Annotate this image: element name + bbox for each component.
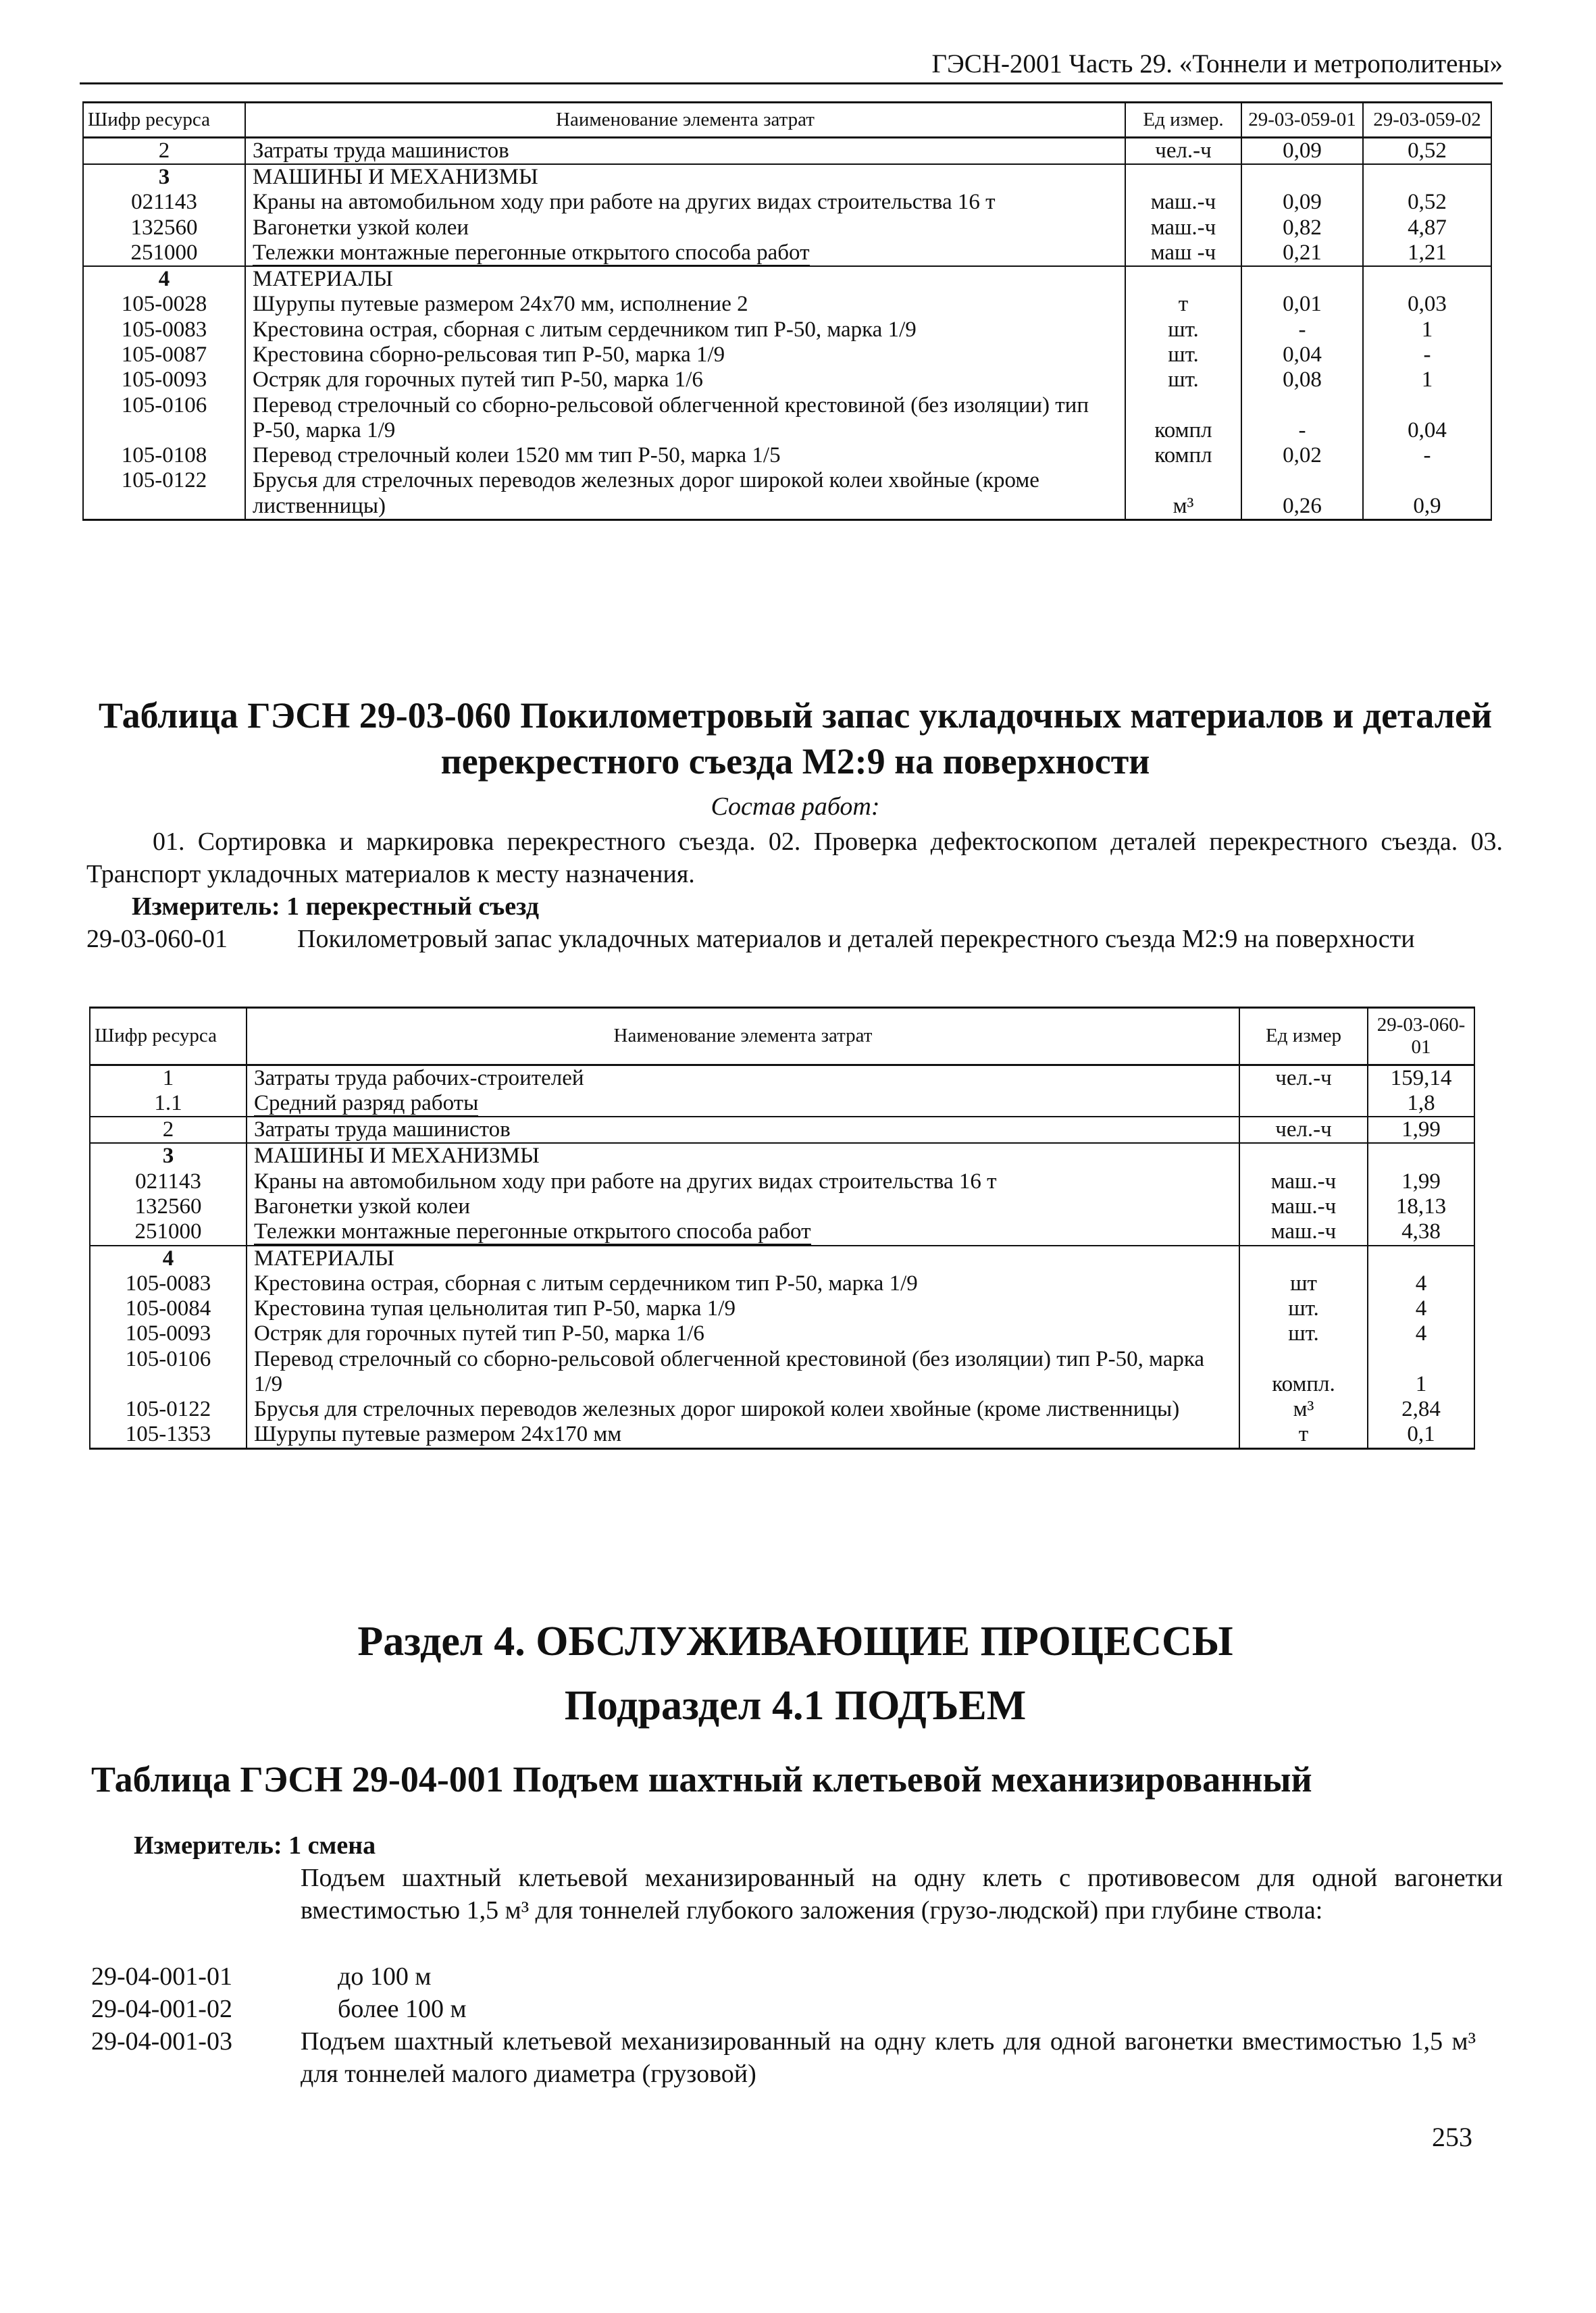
cell-value-1: 4: [1368, 1296, 1474, 1321]
column-header-unit: Ед измер.: [1125, 103, 1241, 138]
cell-name-text: Крестовина тупая цельнолитая тип Р-50, марка 1/9: [254, 1296, 736, 1321]
column-header-name: Наименование элемента затрат: [247, 1008, 1239, 1065]
column-header-value-1: 29-03-059-01: [1241, 103, 1363, 138]
cell-code: 4: [83, 266, 245, 292]
cell-name-text: Затраты труда машинистов: [253, 138, 509, 163]
cell-name: [247, 1296, 1239, 1321]
cell-value-2: 0,03: [1363, 292, 1491, 317]
cell-name-text: Краны на автомобильном ходу при работе на других видах строительства 16 т: [254, 1169, 997, 1194]
cell-name-text: Шурупы путевые размером 24х170 мм: [254, 1422, 622, 1447]
resource-table-29-03-059: [82, 101, 1492, 521]
table-row: [83, 393, 1491, 444]
column-header-code: Шифр ресурса: [90, 1008, 247, 1065]
cell-name: [247, 1397, 1239, 1422]
cell-name-text: МАТЕРИАЛЫ: [254, 1246, 394, 1271]
cell-name-text: Крестовина острая, сборная с литым сердечником тип Р-50, марка 1/9: [253, 317, 917, 342]
table-row: [90, 1422, 1474, 1448]
cell-value-2: 0,52: [1363, 137, 1491, 164]
cell-name-text: Перевод стрелочный колеи 1520 мм тип Р-50, марка 1/5: [253, 443, 781, 468]
cell-unit: маш.-ч: [1239, 1219, 1368, 1245]
cell-value-1: 4: [1368, 1321, 1474, 1346]
table-row: [90, 1194, 1474, 1219]
cell-name: [245, 317, 1125, 342]
column-header-unit: Ед измер: [1239, 1008, 1368, 1065]
cell-unit: маш.-ч: [1125, 190, 1241, 215]
cell-unit: шт.: [1125, 367, 1241, 392]
cell-code: 105-0106: [83, 393, 245, 444]
cell-value-1: 0,82: [1241, 215, 1363, 240]
cell-name-text: МАТЕРИАЛЫ: [253, 267, 393, 292]
table-row: [83, 137, 1491, 164]
cell-name: [245, 164, 1125, 190]
column-header-name: Наименование элемента затрат: [245, 103, 1125, 138]
meter-label: Измеритель:: [134, 1831, 282, 1860]
cell-value-1: 1,99: [1368, 1117, 1474, 1143]
table-row: [90, 1091, 1474, 1117]
cell-name: [245, 190, 1125, 215]
cell-unit: [1239, 1143, 1368, 1169]
cell-name: [247, 1321, 1239, 1346]
cell-value-2: 0,04: [1363, 393, 1491, 444]
meter-label: Измеритель:: [132, 892, 280, 921]
cell-name: [247, 1246, 1239, 1271]
cell-code: 105-0084: [90, 1296, 247, 1321]
cell-unit: маш.-ч: [1239, 1194, 1368, 1219]
cell-name: [245, 137, 1125, 164]
cell-unit: компл: [1125, 443, 1241, 468]
cell-name-text: Крестовина острая, сборная с литым сердечником тип Р-50, марка 1/9: [254, 1271, 918, 1296]
column-header-code: Шифр ресурса: [83, 103, 245, 138]
list-item-text: Подъем шахтный клетьевой механизированный на одну клеть для одной вагонетки вместимостью 1,5 м³ для тоннелей малого диаметра (грузовой): [301, 2027, 1476, 2088]
cell-code: 105-0106: [90, 1347, 247, 1398]
cell-value-1: 0,02: [1241, 443, 1363, 468]
cell-value-2: 1: [1363, 367, 1491, 392]
table-row: [83, 292, 1491, 317]
cell-value-1: [1368, 1246, 1474, 1271]
cell-name: [245, 468, 1125, 519]
cell-code: 105-0083: [90, 1271, 247, 1296]
cell-unit: чел.-ч: [1239, 1117, 1368, 1143]
cell-value-2: [1363, 266, 1491, 292]
cell-unit: т: [1125, 292, 1241, 317]
cell-unit: [1239, 1091, 1368, 1117]
cell-name-text: Брусья для стрелочных переводов железных дорог широкой колеи хвойные (кроме лиственницы): [253, 468, 1039, 518]
cell-name: [247, 1065, 1239, 1091]
column-header-value-1: 29-03-060-01: [1368, 1008, 1474, 1065]
cell-code: 4: [90, 1246, 247, 1271]
work-composition-heading: Состав работ:: [711, 792, 880, 821]
list-item-text: более 100 м: [338, 1995, 467, 2023]
cell-value-2: 4,87: [1363, 215, 1491, 240]
cell-name-text: МАШИНЫ И МЕХАНИЗМЫ: [254, 1144, 540, 1169]
cell-unit: компл.: [1239, 1347, 1368, 1398]
cell-value-1: 0,09: [1241, 137, 1363, 164]
cell-code: 3: [90, 1143, 247, 1169]
cell-name: [247, 1091, 1239, 1117]
cell-value-1: 0,01: [1241, 292, 1363, 317]
table-row: [83, 468, 1491, 519]
cell-code: 1: [90, 1065, 247, 1091]
table-row: [90, 1347, 1474, 1398]
cell-value-2: 1: [1363, 317, 1491, 342]
cell-value-1: 0,04: [1241, 342, 1363, 367]
cell-name-text: Затраты труда машинистов: [254, 1117, 511, 1142]
table-title-29-04-001: Таблица ГЭСН 29-04-001 Подъем шахтный клетьевой механизированный: [91, 1759, 1312, 1800]
cell-unit: чел.-ч: [1125, 137, 1241, 164]
cell-value-1: 4,38: [1368, 1219, 1474, 1245]
table-row: [83, 164, 1491, 190]
cell-unit: чел.-ч: [1239, 1065, 1368, 1091]
cell-value-1: 4: [1368, 1271, 1474, 1296]
cell-name: [245, 240, 1125, 266]
cell-name: [245, 292, 1125, 317]
cell-unit: [1239, 1246, 1368, 1271]
table-row: [90, 1065, 1474, 1091]
table-row: [90, 1296, 1474, 1321]
cell-unit: м³: [1239, 1397, 1368, 1422]
list-item-code: 29-04-001-01: [91, 1962, 232, 1991]
cell-name: [247, 1143, 1239, 1169]
cell-code: 251000: [90, 1219, 247, 1245]
list-item-text: до 100 м: [338, 1962, 432, 1991]
section-title: Раздел 4. ОБСЛУЖИВАЮЩИЕ ПРОЦЕССЫ: [357, 1619, 1233, 1664]
cell-value-1: 1,8: [1368, 1091, 1474, 1117]
table-row: [90, 1219, 1474, 1245]
cell-value-1: [1241, 266, 1363, 292]
subsection-title: Подраздел 4.1 ПОДЪЕМ: [564, 1683, 1027, 1729]
cell-code: 2: [90, 1117, 247, 1143]
cell-unit: шт.: [1125, 317, 1241, 342]
cell-value-1: 18,13: [1368, 1194, 1474, 1219]
meter-value: 1 смена: [288, 1831, 376, 1860]
cell-code: 251000: [83, 240, 245, 266]
cell-name: [245, 367, 1125, 392]
table-row: [90, 1397, 1474, 1422]
cell-value-1: [1241, 164, 1363, 190]
cell-name-text: Остряк для горочных путей тип Р-50, марка 1/6: [254, 1321, 704, 1346]
cell-unit: шт.: [1239, 1296, 1368, 1321]
cell-name: [247, 1347, 1239, 1398]
cell-name: [247, 1194, 1239, 1219]
cell-name-text: Вагонетки узкой колеи: [253, 215, 469, 240]
cell-unit: т: [1239, 1422, 1368, 1448]
cell-name-text: Остряк для горочных путей тип Р-50, марка 1/6: [253, 367, 703, 392]
cell-name: [245, 215, 1125, 240]
table-body: [90, 1065, 1474, 1448]
cell-code: 132560: [83, 215, 245, 240]
cell-unit: маш.-ч: [1125, 215, 1241, 240]
cell-value-2: 0,9: [1363, 468, 1491, 519]
cell-unit: маш -ч: [1125, 240, 1241, 266]
table-row: [90, 1321, 1474, 1346]
cell-name-text: Вагонетки узкой колеи: [254, 1194, 471, 1219]
cell-code: 105-0087: [83, 342, 245, 367]
meter-value: 1 перекрестный съезд: [286, 892, 539, 921]
cell-code: 2: [83, 137, 245, 164]
cell-name: [245, 393, 1125, 444]
resource-table-29-03-060: [89, 1007, 1475, 1450]
section4-intro: Подъем шахтный клетьевой механизированный на одну клеть с противовесом для одной вагонетки вместимостью 1,5 м³ для тоннелей глубокого заложения (грузо-людской) при глубине ствола:: [301, 1864, 1503, 1925]
table-row: [83, 266, 1491, 292]
meter-line-section4: [134, 1829, 376, 1862]
cell-value-2: 1,21: [1363, 240, 1491, 266]
cell-code: 105-0122: [90, 1397, 247, 1422]
cell-name: [247, 1219, 1239, 1245]
cell-value-1: [1368, 1143, 1474, 1169]
cell-value-1: 159,14: [1368, 1065, 1474, 1091]
cell-unit: шт: [1239, 1271, 1368, 1296]
cell-value-1: 0,26: [1241, 468, 1363, 519]
cell-code: 105-0093: [83, 367, 245, 392]
cell-code: 105-1353: [90, 1422, 247, 1448]
cell-name-text: Тележки монтажные перегонные открытого способа работ: [253, 240, 810, 265]
cell-name-text: Шурупы путевые размером 24х70 мм, исполнение 2: [253, 292, 748, 317]
cell-value-2: 0,52: [1363, 190, 1491, 215]
cell-value-1: 1,99: [1368, 1169, 1474, 1194]
cell-value-1: 0,1: [1368, 1422, 1474, 1448]
cell-code: 132560: [90, 1194, 247, 1219]
cell-value-1: 0,08: [1241, 367, 1363, 392]
table-title-29-03-060: Таблица ГЭСН 29-03-060 Покилометровый запас укладочных материалов и деталей перекрестного съезда М2:9 на поверхности: [98, 695, 1493, 782]
cell-name: [247, 1422, 1239, 1448]
cell-unit: [1125, 266, 1241, 292]
cell-value-2: -: [1363, 342, 1491, 367]
table-body: [83, 137, 1491, 519]
cell-unit: шт.: [1125, 342, 1241, 367]
cell-value-1: 0,21: [1241, 240, 1363, 266]
item-code: 29-03-060-01: [86, 925, 228, 953]
work-composition-text: 01. Сортировка и маркировка перекрестного съезда. 02. Проверка дефектоскопом деталей перекрестного съезда. 03. Транспорт укладочных материалов к месту назначения.: [86, 828, 1503, 888]
cell-value-1: 1: [1368, 1347, 1474, 1398]
table-row: [90, 1246, 1474, 1271]
table-row: [83, 443, 1491, 468]
cell-name-text: Крестовина сборно-рельсовая тип Р-50, марка 1/9: [253, 342, 725, 367]
cell-name-text: Тележки монтажные перегонные открытого способа работ: [254, 1219, 811, 1244]
cell-value-1: -: [1241, 393, 1363, 444]
cell-name: [245, 443, 1125, 468]
list-item-code: 29-04-001-03: [91, 2027, 232, 2056]
cell-code: 1.1: [90, 1091, 247, 1117]
meter-line: [132, 890, 539, 923]
cell-name-text: Затраты труда рабочих-строителей: [254, 1065, 584, 1090]
cell-unit: компл: [1125, 393, 1241, 444]
cell-name-text: Перевод стрелочный со сборно-рельсовой облегченной крестовиной (без изоляции) тип Р-50, марка 1/9: [253, 392, 1089, 442]
table-row: [83, 240, 1491, 266]
list-item-code: 29-04-001-02: [91, 1995, 232, 2023]
cell-name: [245, 342, 1125, 367]
cell-unit: шт.: [1239, 1321, 1368, 1346]
table-row: [83, 190, 1491, 215]
cell-code: 3: [83, 164, 245, 190]
cell-value-2: -: [1363, 443, 1491, 468]
table-row: [90, 1117, 1474, 1143]
table-row: [83, 215, 1491, 240]
cell-code: 105-0093: [90, 1321, 247, 1346]
table-row: [90, 1169, 1474, 1194]
cell-code: 105-0122: [83, 468, 245, 519]
cell-value-1: -: [1241, 317, 1363, 342]
cell-code: 105-0083: [83, 317, 245, 342]
cell-name: [245, 266, 1125, 292]
cell-name-text: Брусья для стрелочных переводов железных дорог широкой колеи хвойные (кроме лиственницы): [254, 1397, 1180, 1422]
header-rule: [80, 82, 1503, 84]
table-row: [83, 367, 1491, 392]
table-row: [90, 1271, 1474, 1296]
cell-unit: маш.-ч: [1239, 1169, 1368, 1194]
cell-name: [247, 1117, 1239, 1143]
column-header-value-2: 29-03-059-02: [1363, 103, 1491, 138]
table-row: [90, 1143, 1474, 1169]
cell-unit: м³: [1125, 468, 1241, 519]
cell-code: 105-0028: [83, 292, 245, 317]
table-row: [83, 342, 1491, 367]
item-text: Покилометровый запас укладочных материалов и деталей перекрестного съезда М2:9 на поверхности: [297, 925, 1415, 953]
table-row: [83, 317, 1491, 342]
cell-name-text: МАШИНЫ И МЕХАНИЗМЫ: [253, 165, 538, 190]
cell-name-text: Перевод стрелочный со сборно-рельсовой облегченной крестовиной (без изоляции) тип Р-50, марка 1/9: [254, 1346, 1205, 1396]
page-number: 253: [1432, 2122, 1472, 2152]
cell-value-1: 0,09: [1241, 190, 1363, 215]
cell-code: 021143: [83, 190, 245, 215]
cell-value-1: 2,84: [1368, 1397, 1474, 1422]
cell-name-text: Краны на автомобильном ходу при работе на других видах строительства 16 т: [253, 190, 996, 215]
cell-code: 021143: [90, 1169, 247, 1194]
cell-name-text: Средний разряд работы: [254, 1090, 479, 1115]
cell-name: [247, 1271, 1239, 1296]
cell-name: [247, 1169, 1239, 1194]
running-header: ГЭСН-2001 Часть 29. «Тоннели и метрополитены»: [931, 49, 1503, 78]
cell-code: 105-0108: [83, 443, 245, 468]
cell-unit: [1125, 164, 1241, 190]
cell-value-2: [1363, 164, 1491, 190]
